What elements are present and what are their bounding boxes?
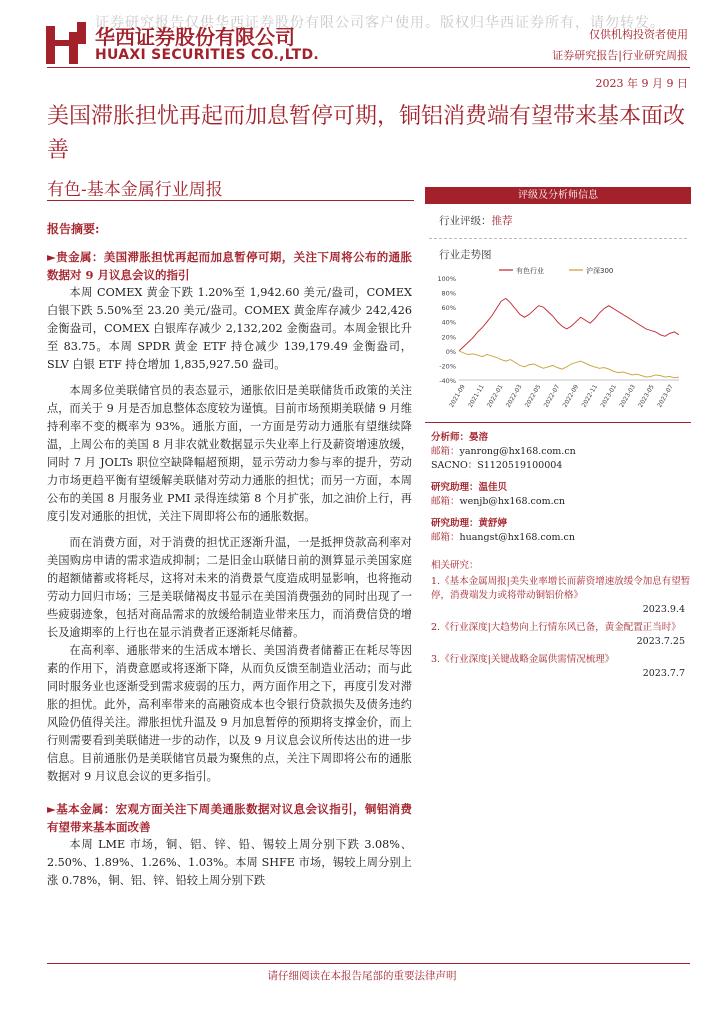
watermark: 证券研究报告仅供华西证券股份有限公司客户使用。版权归华西证券所有，请勿转发。 <box>95 15 665 31</box>
summary-paragraph: 本周 COMEX 黄金下跌 1.20%至 1,942.60 美元/盎司，COMEX 白银下跌 5.50%至 23.20 美元/盎司。COMEX 黄金库存减少 242,426 金衡盎司，COMEX 白银库存减少 2,132,202 金衡盎司。本周金银比升至 83.75。本周 SPDR 黄金 ETF 持仓减少 139,179.49 金衡盎司，SLV 白银 ETF 持仓增加 1,835,927.50 盎司。 <box>47 286 412 371</box>
x-tick-label: 2023-03 <box>618 383 637 409</box>
x-tick-label: 2021-11 <box>467 383 486 409</box>
summary-column <box>47 220 412 890</box>
legal-footer: 请仔细阅读在本报告尾部的重要法律声明 <box>267 970 457 982</box>
legend-label: 有色行业 <box>516 267 544 275</box>
industry-rating <box>425 204 691 228</box>
related-date: 2023.9.4 <box>642 604 685 615</box>
rating-label: 行业评级： <box>439 215 492 227</box>
x-tick-label: 2022-05 <box>523 383 543 409</box>
trend-label: 行业走势图 <box>439 249 492 261</box>
related-date: 2023.7.25 <box>636 636 685 647</box>
industry-trend-chart <box>429 262 691 416</box>
summary-paragraph: 本周 LME 市场，铜、铝、锌、铅、锡较上周分别下跌 3.08%、2.50%、1.89%、1.26%、1.03%。本周 SHFE 市场，锡较上周分别上涨 0.78%，铜、铝、锌、铅较上周分别下跌 <box>47 838 412 887</box>
sidebar-divider <box>425 422 691 423</box>
report-title: 美国滞胀担忧再起而加息暂停可期，铜铝消费端有望带来基本面改善 <box>47 104 686 163</box>
legend-label: 沪深300 <box>586 267 614 275</box>
trend-chart-svg <box>429 262 687 412</box>
email-label: 邮箱： <box>431 496 460 507</box>
y-tick-label: -40% <box>439 377 456 385</box>
email-link[interactable]: yanrong@hx168.com.cn <box>459 446 576 457</box>
y-tick-label: -20% <box>439 362 456 371</box>
analyst-name: 研究助理：温佳贝 <box>431 482 508 493</box>
huaxi-logo <box>46 22 86 64</box>
analyst-sidebar <box>425 187 691 681</box>
audience-note: 仅供机构投资者使用 <box>589 28 688 41</box>
x-tick-label: 2023-05 <box>637 383 656 409</box>
analyst-entry <box>431 517 691 545</box>
y-tick-label: 100% <box>437 275 456 283</box>
summary-paragraph: 本周多位美联储官员的表态显示，通胀依旧是美联储货币政策的关注点，而关于 9 月是否加息整体态度较为谨慎。目前市场预期美联储 9 月维持利率不变的概率为 93%。通胀方面，一方面是劳动力通胀有望继续降温，上周公布的美国 8 月非农就业数据显示失业率上行及薪资增速放缓，同时 7 月 JOLTs 职位空缺降幅超预期，显示劳动力参与率的提升，劳动力市场更趋平衡有望缓解美联储对劳动力通胀的担忧；而另一方面，本周公布的美国 8 月服务业 PMI 录得连续第 8 个月扩张，加之油价上行，再度引发对通胀的担忧，关注下周即将公布的通胀数据。 <box>47 384 412 523</box>
base-metals-heading: ►基本金属：宏观方面关注下周美通胀数据对议息会议指引，铜铝消费有望带来基本面改善 <box>47 802 412 834</box>
email-label: 邮箱： <box>431 532 460 543</box>
x-tick-label: 2023-01 <box>599 383 619 409</box>
y-tick-label: 40% <box>441 318 456 327</box>
analyst-entry <box>431 431 691 473</box>
x-tick-label: 2022-01 <box>485 383 505 409</box>
x-tick-label: 2023-07 <box>656 383 675 409</box>
y-tick-label: 60% <box>441 304 456 313</box>
related-title[interactable]: 3.《行业深度|关键战略金属供需情况梳理》 <box>431 654 615 665</box>
y-tick-label: 80% <box>441 289 456 298</box>
x-tick-label: 2021-09 <box>448 383 467 409</box>
analyst-name: 分析师：晏溶 <box>431 432 489 443</box>
x-tick-label: 2022-07 <box>542 383 562 409</box>
brand-name-cn: 华西证券股份有限公司 <box>95 25 295 49</box>
header-divider <box>47 67 690 68</box>
email-label: 邮箱： <box>431 446 460 457</box>
y-tick-label: 0% <box>445 347 456 356</box>
analyst-name: 研究助理：黄舒婷 <box>431 518 508 529</box>
y-tick-label: 20% <box>441 333 456 342</box>
related-date: 2023.7.7 <box>642 668 685 679</box>
series-line <box>459 351 679 378</box>
brand-name-en: HUAXI SECURITIES CO.,LTD. <box>95 47 320 63</box>
analyst-list <box>425 431 691 545</box>
footer-divider <box>47 963 690 964</box>
sac-number: SACNO：S1120519100004 <box>431 460 563 471</box>
x-tick-label: 2022-09 <box>561 383 581 409</box>
x-tick-label: 2022-03 <box>504 383 524 409</box>
related-research-item[interactable] <box>425 621 691 649</box>
related-research-heading: 相关研究： <box>431 560 479 571</box>
x-tick-label: 2022-11 <box>580 383 600 409</box>
summary-heading: 报告摘要: <box>47 222 100 236</box>
sidebar-header: 评级及分析师信息 <box>425 187 691 204</box>
email-link[interactable]: huangst@hx168.com.cn <box>459 532 575 543</box>
report-subtitle: 有色-基本金属行业周报 <box>47 180 223 200</box>
summary-paragraph: 而在消费方面，对于消费的担忧正逐渐升温，一是抵押贷款高利率对美国购房申请的需求造成抑制；二是旧金山联储日前的测算显示美国家庭的超额储蓄或将耗尽，这将对未来的消费景气度造成明显影响，也将拖动劳动力回归市场；三是美联储褐皮书显示在美国消费强劲的同时出现了一些疲弱迹象，包括对商品需求的放缓给制造业带来压力，而消费信贷的增长及逾期率的上行也在显示消费者正逐渐耗尽储蓄。 <box>47 536 412 639</box>
related-research-item[interactable] <box>425 653 691 681</box>
subtitle-divider <box>47 200 414 201</box>
related-title[interactable]: 2.《行业深度|大趋势向上行情东风已备，黄金配置正当时》 <box>431 622 681 633</box>
analyst-entry <box>431 481 691 509</box>
rating-value: 推荐 <box>491 215 513 227</box>
report-date: 2023 年 9 月 9 日 <box>595 77 688 90</box>
email-link[interactable]: wenjb@hx168.com.cn <box>459 496 566 507</box>
related-title[interactable]: 1.《基本金属周报|美失业率增长而薪资增速放缓令加息有望暂停，消费端发力或将带动铜铝价格》 <box>431 576 691 601</box>
report-type: 证券研究报告|行业研究周报 <box>552 49 688 62</box>
related-research-item[interactable] <box>425 575 691 617</box>
summary-paragraph: 在高利率、通胀带来的生活成本增长、美国消费者储蓄正在耗尽等因素的作用下，消费意愿或将逐渐下降，从而负反馈至制造业活动；而与此同时服务业也逐渐受到需求疲弱的压力，两方面作用之下，再度引发对滞胀的担忧。此外，高利率带来的高融资成本也令银行贷款损失及债务违约风险仍值得关注。滞胀担忧升温及 9 月加息暂停的预期将支撑金价，而上行则需要看到美联储进一步的动作，以及 9 月议息会议所传达出的进一步信息。目前通胀仍是美联储官员最为聚焦的点，关注下周即将公布的通胀数据对 9 月议息会议的更多指引。 <box>47 644 412 783</box>
series-line <box>459 298 679 351</box>
precious-metals-heading: ►贵金属：美国滞胀担忧再起而加息暂停可期，关注下周将公布的通胀数据对 9 月议息会议的指引 <box>47 250 412 282</box>
